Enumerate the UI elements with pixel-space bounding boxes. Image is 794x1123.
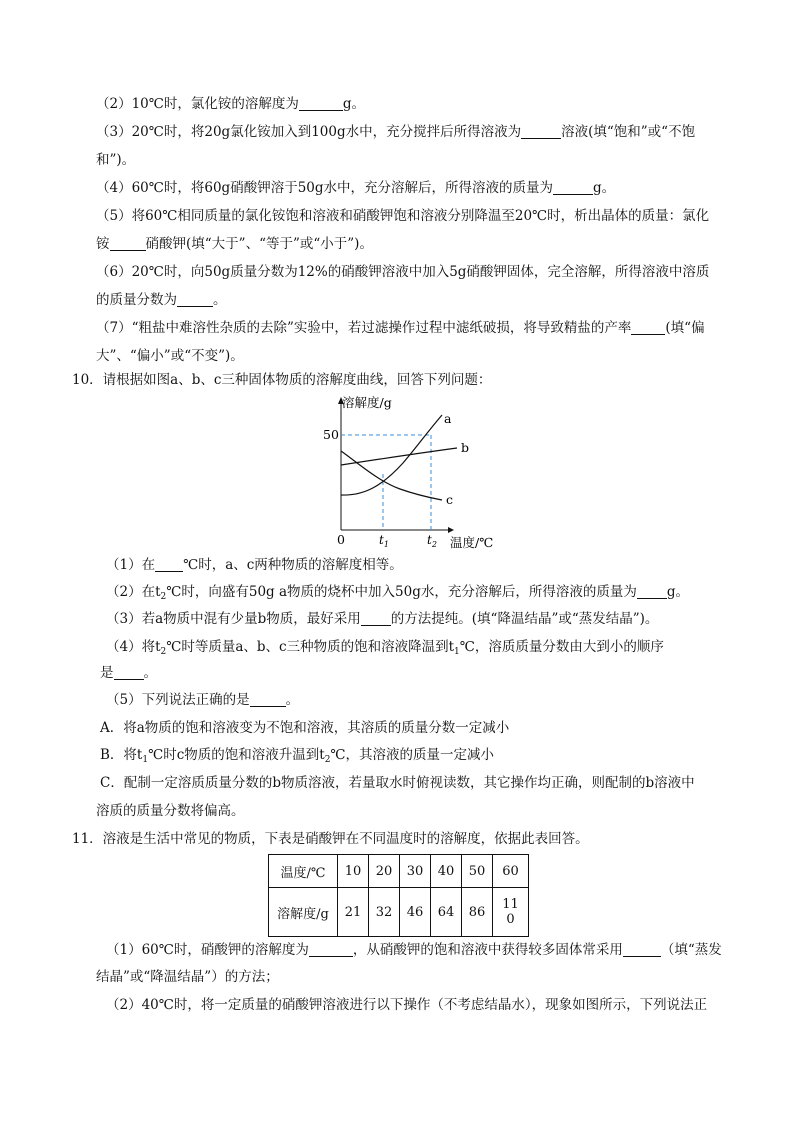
table-cell [493, 888, 529, 937]
table-header-cell: 溶解度/g [269, 888, 338, 937]
table-cell: 40 [431, 855, 462, 888]
q9-part5-cont [96, 235, 373, 253]
answer-blank[interactable] [114, 665, 144, 680]
q10-option-c-cont: 溶质的质量分数将偏高。 [96, 803, 245, 819]
q9-part2-unit: g。 [342, 96, 366, 112]
q10-part2-text-b: ℃时，向盛有50g a物质的烧杯中加入50g水，充分溶解后，所得溶液的质量为 [166, 584, 637, 600]
table-cell: 86 [462, 888, 493, 937]
q10-part4-text-b: ℃时等质量a、b、c三种物质的饱和溶液降温到t [166, 639, 455, 655]
q9-part3-text-b: 溶液(填“饱和”或“不饱 [561, 124, 696, 140]
origin-label: 0 [337, 532, 345, 547]
q11-part2: （2）40℃时，将一定质量的硝酸钾溶液进行以下操作（不考虑结晶水），现象如图所示，下列说法正 [106, 997, 708, 1013]
q11-part1-text-b: ，从硝酸钾的饱和溶液中获得较多固体常采用 [352, 942, 623, 958]
q10-stem: 10．请根据如图a、b、c三种固体物质的溶解度曲线，回答下列问题： [72, 372, 492, 388]
table-row [269, 888, 529, 937]
table-cell: 64 [431, 888, 462, 937]
answer-blank[interactable] [623, 942, 661, 957]
answer-blank[interactable] [553, 180, 593, 195]
q10-part5 [106, 691, 299, 709]
answer-blank[interactable] [521, 124, 561, 139]
answer-blank[interactable] [250, 692, 286, 707]
answer-blank[interactable] [110, 236, 146, 251]
table-row [269, 855, 529, 888]
q9-part2 [96, 95, 365, 113]
tick-t2: $t_2$ [427, 533, 437, 549]
table-cell: 10 [338, 855, 369, 888]
solubility-curve-graph [320, 393, 510, 555]
subscript: 2 [324, 755, 331, 765]
q10-part1-text: （1）在 [106, 557, 156, 573]
answer-blank[interactable] [309, 942, 353, 957]
q9-part7-text-b: (填“偏 [665, 320, 705, 336]
q11-part1 [106, 941, 722, 959]
q10-part1-text-b: ℃时，a、c两种物质的溶解度相等。 [183, 557, 403, 573]
q9-part4 [96, 179, 615, 197]
q9-part4-unit: g。 [593, 180, 616, 196]
q9-part6-end: 。 [213, 292, 227, 308]
x-axis-arrow [448, 527, 454, 533]
q10-part5-text: （5）下列说法正确的是 [106, 692, 250, 708]
curve-b-label: b [461, 440, 470, 455]
q9-part5: （5）将60℃相同质量的氯化铵饱和溶液和硝酸钾饱和溶液分别降温至20℃时，析出晶体的质量：氯化 [96, 208, 710, 224]
q10-part4-text: （4）将t [106, 639, 161, 655]
q10-part2 [106, 583, 689, 606]
answer-blank[interactable] [637, 584, 667, 599]
q10-part5-end: 。 [285, 692, 300, 708]
q9-part6-cont [96, 291, 227, 309]
q9-part7-text: （7）“粗盐中难溶性杂质的去除”实验中，若过滤操作过程中滤纸破损，将导致精盐的产率 [96, 320, 632, 336]
q11-stem: 11．溶液是生活中常见的物质，下表是硝酸钾在不同温度时的溶解度，依据此表回答。 [72, 831, 589, 847]
q10-option-b [100, 746, 494, 769]
q10-part4-text-c: ℃，溶质质量分数由大到小的顺序 [459, 639, 664, 655]
q10-option-b-text: B．将t [100, 747, 143, 763]
q10-option-a: A．将a物质的饱和溶液变为不饱和溶液，其溶质的质量分数一定减小 [100, 720, 510, 736]
q9-part6: （6）20℃时，向50g质量分数为12%的硝酸钾溶液中加入5g硝酸钾固体，完全溶解，所得溶液中溶质 [96, 264, 710, 280]
table-cell: 30 [400, 855, 431, 888]
subscript: 1 [142, 755, 149, 765]
tick-t1: $t_1$ [379, 533, 389, 549]
q9-part3-text: （3）20℃时，将20g氯化铵加入到100g水中，充分搅拌后所得溶液为 [96, 124, 522, 140]
table-header-cell: 温度/℃ [269, 855, 338, 888]
table-cell: 32 [369, 888, 400, 937]
q9-part7-cont: 大”、“偏小”或“不变”)。 [96, 348, 244, 364]
q9-part6-text: 的质量分数为 [96, 292, 177, 308]
curve-a [341, 415, 442, 495]
answer-blank[interactable] [155, 557, 183, 572]
answer-blank[interactable] [177, 292, 213, 307]
q10-part1 [106, 556, 403, 574]
subscript: 2 [160, 592, 167, 602]
q10-part4 [106, 638, 664, 661]
q10-part4-text-d: 是 [100, 665, 114, 681]
table-cell: 50 [462, 855, 493, 888]
q10-part2-unit: g。 [666, 584, 689, 600]
solubility-table [268, 854, 529, 937]
cell-line: 0 [506, 912, 515, 927]
q9-part2-text: （2）10℃时，氯化铵的溶解度为 [96, 96, 299, 112]
q10-option-b-text-c: ℃，其溶液的质量一定减小 [330, 747, 495, 763]
x-axis-label: 温度/℃ [450, 535, 494, 550]
table-cell: 60 [493, 855, 529, 888]
q10-option-c: C．配制一定溶质质量分数的b物质溶液，若量取水时俯视读数，其它操作均正确，则配制的b溶液中 [100, 775, 695, 791]
table-cell: 20 [369, 855, 400, 888]
curve-a-label: a [444, 411, 452, 426]
cell-line: 11 [502, 897, 519, 912]
q10-part3-text: （3）若a物质中混有少量b物质，最好采用 [106, 611, 361, 627]
q10-option-b-text-b: ℃时c物质的饱和溶液升温到t [148, 747, 325, 763]
subscript: 1 [454, 647, 460, 657]
q9-part5-text-c: 硝酸钾(填“大于”、“等于”或“小于”)。 [145, 236, 373, 252]
answer-blank[interactable] [299, 96, 343, 111]
q9-part4-text: （4）60℃时，将60g硝酸钾溶于50g水中，充分溶解后，所得溶液的质量为 [96, 180, 554, 196]
q10-part3 [106, 610, 658, 628]
q9-part7 [96, 319, 705, 337]
y-tick-50: 50 [323, 427, 339, 442]
curve-c [341, 451, 442, 500]
q10-part4-end: 。 [143, 665, 157, 681]
q9-part3-cont: 和”)。 [96, 152, 136, 168]
q9-part5-text: 铵 [96, 236, 110, 252]
answer-blank[interactable] [631, 320, 665, 335]
q11-part1-text: （1）60℃时，硝酸钾的溶解度为 [106, 942, 309, 958]
table-cell: 21 [338, 888, 369, 937]
q11-part1-text-c: （填“蒸发 [660, 942, 722, 958]
q9-part3 [96, 123, 695, 141]
q10-part2-text: （2）在t [106, 584, 161, 600]
q11-part1-cont: 结晶”或“降温结晶”）的方法； [96, 969, 279, 985]
subscript: 2 [160, 647, 167, 657]
y-axis-label: 溶解度/g [342, 395, 392, 410]
q10-part4-cont [100, 664, 157, 682]
curve-b [341, 448, 457, 465]
answer-blank[interactable] [361, 611, 391, 626]
q10-part3-text-b: 的方法提纯。(填“降温结晶”或“蒸发结晶”)。 [390, 611, 659, 627]
curve-c-label: c [446, 492, 454, 507]
table-cell: 46 [400, 888, 431, 937]
